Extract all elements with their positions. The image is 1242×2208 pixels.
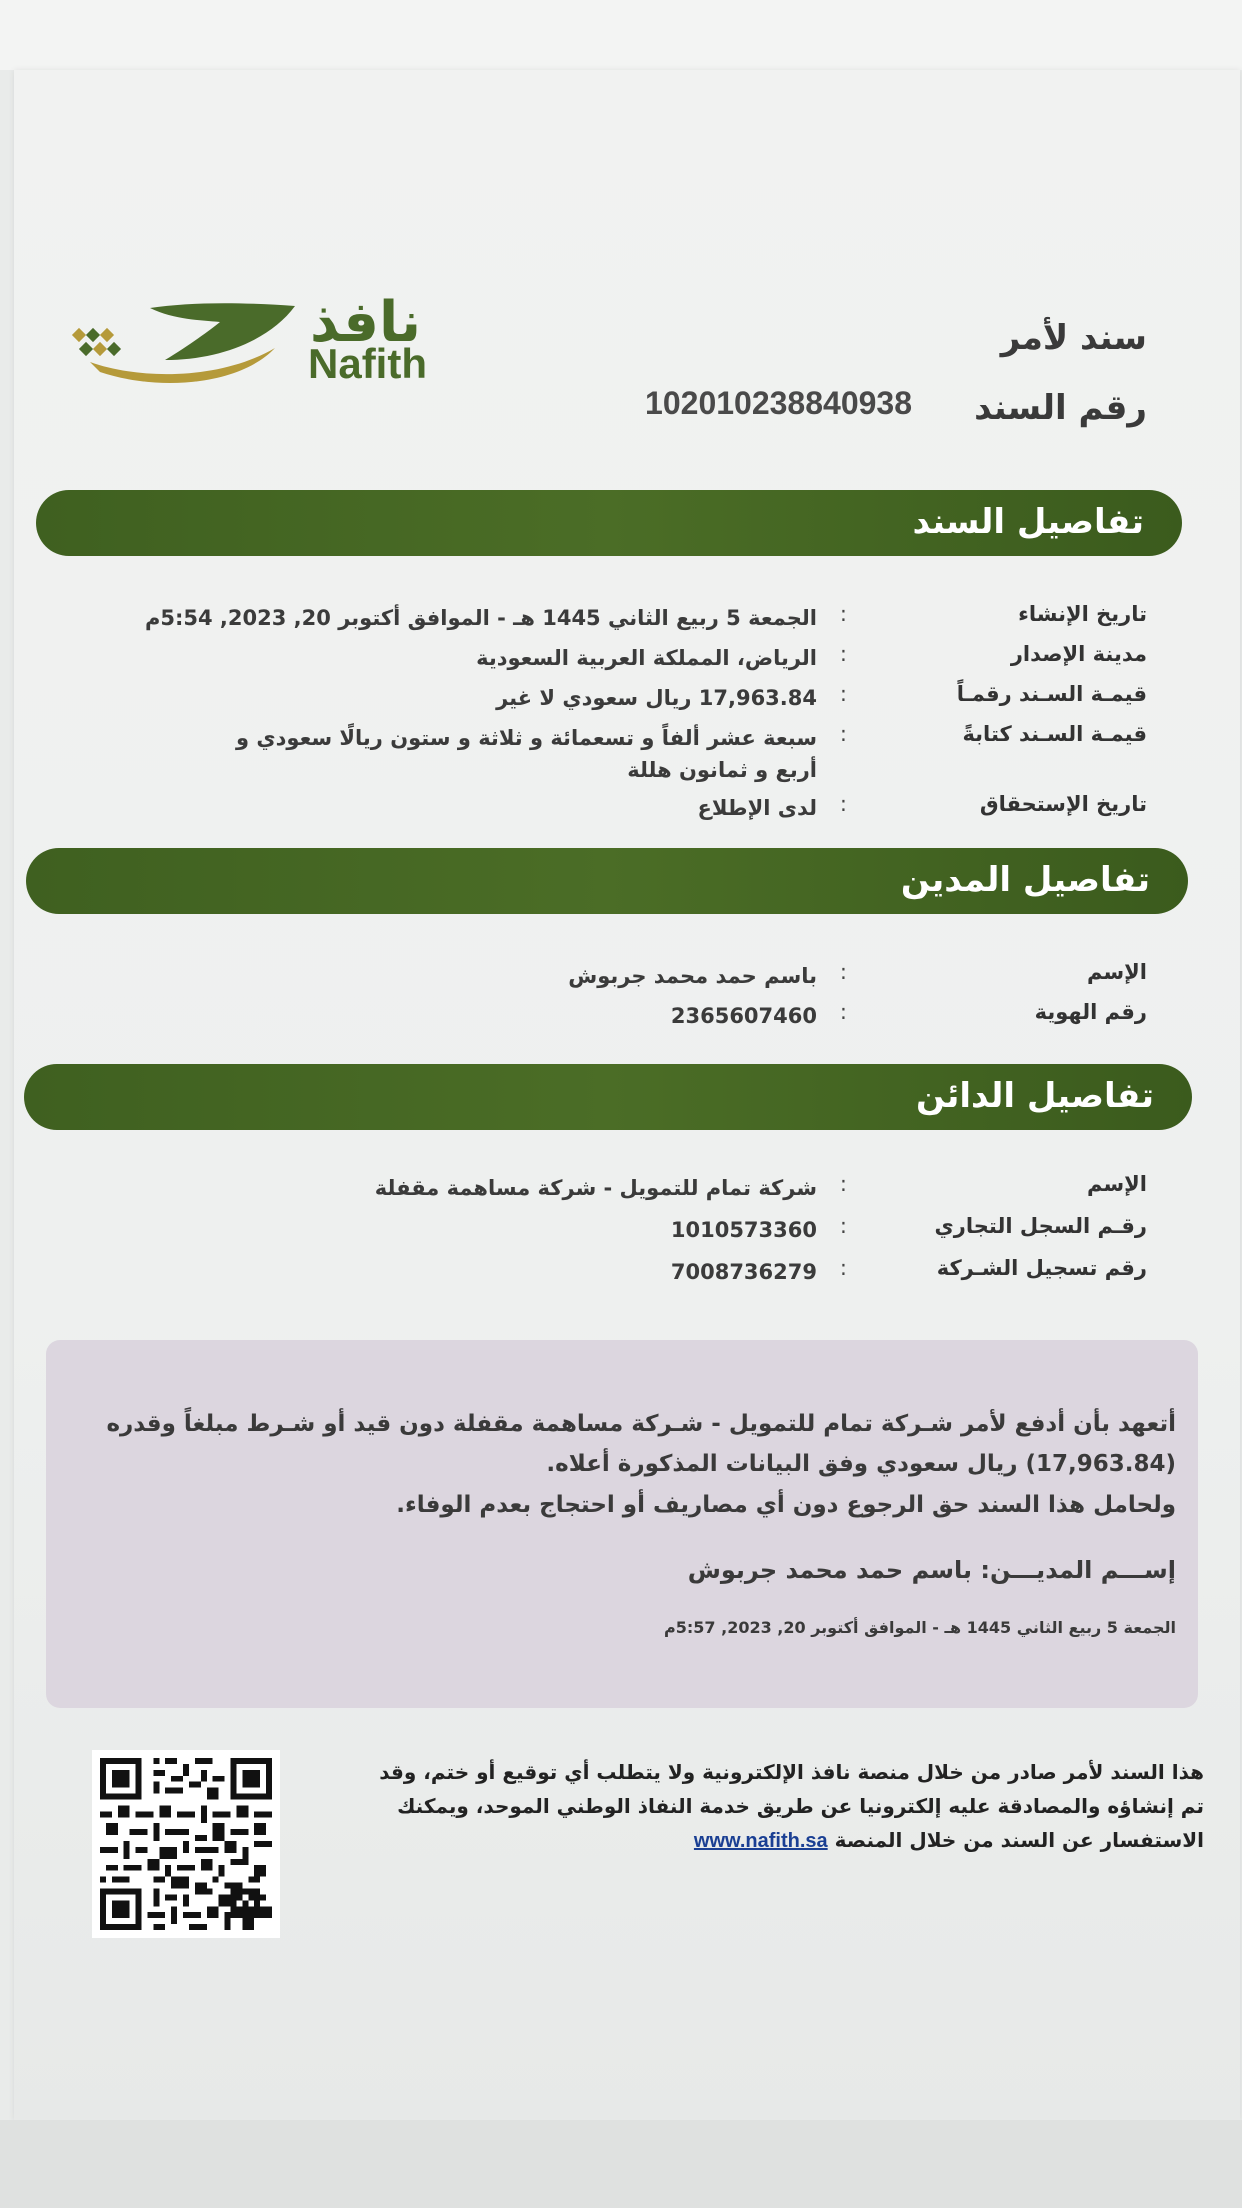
row-separator: : [839, 642, 847, 666]
logo-arabic-text: نافذ [310, 290, 422, 355]
top-strip [0, 0, 1242, 70]
row-label: رقـم السجل التجاري [934, 1214, 1147, 1238]
section-title: تفاصيل السند [912, 502, 1144, 542]
detail-row-debtor-id [107, 1000, 1147, 1040]
row-separator: : [839, 722, 847, 746]
pledge-box [46, 1340, 1198, 1708]
logo-english-text: Nafith [308, 340, 427, 387]
nafith-website-link[interactable]: www.nafith.sa [693, 1830, 828, 1852]
detail-row-issue-city [107, 642, 1147, 682]
row-label: الإسم [1087, 960, 1147, 984]
detail-row-commercial-register [107, 1214, 1147, 1254]
pledge-holder-rights-text: ولحامل هذا السند حق الرجوع دون أي مصاريف أو احتجاج بعدم الوفاء. [396, 1492, 1176, 1518]
row-separator: : [839, 1214, 847, 1238]
row-value: 7008736279 [670, 1260, 817, 1284]
bottom-strip [0, 2120, 1242, 2208]
row-value: شركة تمام للتمويل - شركة مساهمة مقفلة [374, 1176, 817, 1200]
footer-disclaimer-text: هذا السند لأمر صادر من خلال منصة نافذ الإلكترونية ولا يتطلب أي توقيع أو ختم، وقد تم إنشاؤه والمصادقة عليه إلكترونيا عن طريق خدمة النفاذ الوطني الموحد، ويمكنك الاستفسار عن السند من خلال المنصة [379, 1760, 1204, 1852]
row-value: الرياض، المملكة العربية السعودية [476, 646, 817, 670]
section-title: تفاصيل الدائن [916, 1076, 1154, 1116]
nafith-logo-mark-icon [70, 300, 300, 390]
detail-row-debtor-name [107, 960, 1147, 1000]
row-label: قيمـة السـند رقمـاً [956, 682, 1147, 706]
section-bar-note-details [36, 490, 1182, 556]
document-type: سند لأمر [1000, 318, 1147, 358]
row-separator: : [839, 1000, 847, 1024]
detail-row-due-date [107, 792, 1147, 832]
row-separator: : [839, 960, 847, 984]
row-separator: : [839, 792, 847, 816]
row-label: رقم تسجيل الشـركة [936, 1256, 1147, 1280]
row-value: 2365607460 [670, 1004, 817, 1028]
document-number-label: رقم السند [974, 388, 1147, 428]
pledge-debtor-name: إســـم المديـــن: باسم حمد محمد جربوش [687, 1556, 1176, 1584]
footer-disclaimer [364, 1755, 1204, 1858]
nafith-logo [70, 290, 450, 400]
row-label: قيمـة السـند كتابةً [962, 722, 1147, 746]
row-value: لدى الإطلاع [697, 796, 817, 820]
pledge-commitment-text: أتعهد بأن أدفع لأمر شـركة تمام للتمويل - شـركة مساهمة مقفلة دون قيد أو شـرط مبلغاً وقدره (17,963.84) ريال سعودي وفق البيانات المذكورة أعلاه. [106, 1411, 1176, 1477]
row-label: تاريخ الإستحقاق [979, 792, 1147, 816]
pledge-timestamp: الجمعة 5 ربيع الثاني 1445 هـ - الموافق أكتوبر 20, 2023, 5:57م [664, 1618, 1176, 1637]
row-label: رقم الهوية [1034, 1000, 1147, 1024]
detail-row-creation-date [107, 602, 1147, 642]
row-value: 1010573360 [670, 1218, 817, 1242]
detail-row-company-registration [107, 1256, 1147, 1296]
row-value: سبعة عشر ألفاً و تسعمائة و ثلاثة و ستون ريالًا سعودي و أربع و ثمانون هللة [236, 726, 817, 782]
row-label: مدينة الإصدار [1010, 642, 1147, 666]
row-separator: : [839, 1172, 847, 1196]
row-value: 17,963.84 ريال سعودي لا غير [496, 686, 817, 710]
document-number: 102010238840938 [645, 385, 912, 421]
row-separator: : [839, 682, 847, 706]
row-separator: : [839, 1256, 847, 1280]
row-value: باسم حمد محمد جربوش [568, 964, 817, 988]
detail-row-creditor-name [107, 1172, 1147, 1212]
detail-row-amount-written [107, 722, 1147, 794]
row-label: الإسم [1087, 1172, 1147, 1196]
detail-row-amount-numeric [107, 682, 1147, 722]
row-label: تاريخ الإنشاء [1018, 602, 1147, 626]
section-bar-creditor-details [24, 1064, 1192, 1130]
row-separator: : [839, 602, 847, 626]
row-value: الجمعة 5 ربيع الثاني 1445 هـ - الموافق أكتوبر 20, 2023, 5:54م [144, 606, 817, 630]
section-bar-debtor-details [26, 848, 1188, 914]
qr-code-icon [92, 1750, 280, 1938]
section-title: تفاصيل المدين [900, 860, 1150, 900]
